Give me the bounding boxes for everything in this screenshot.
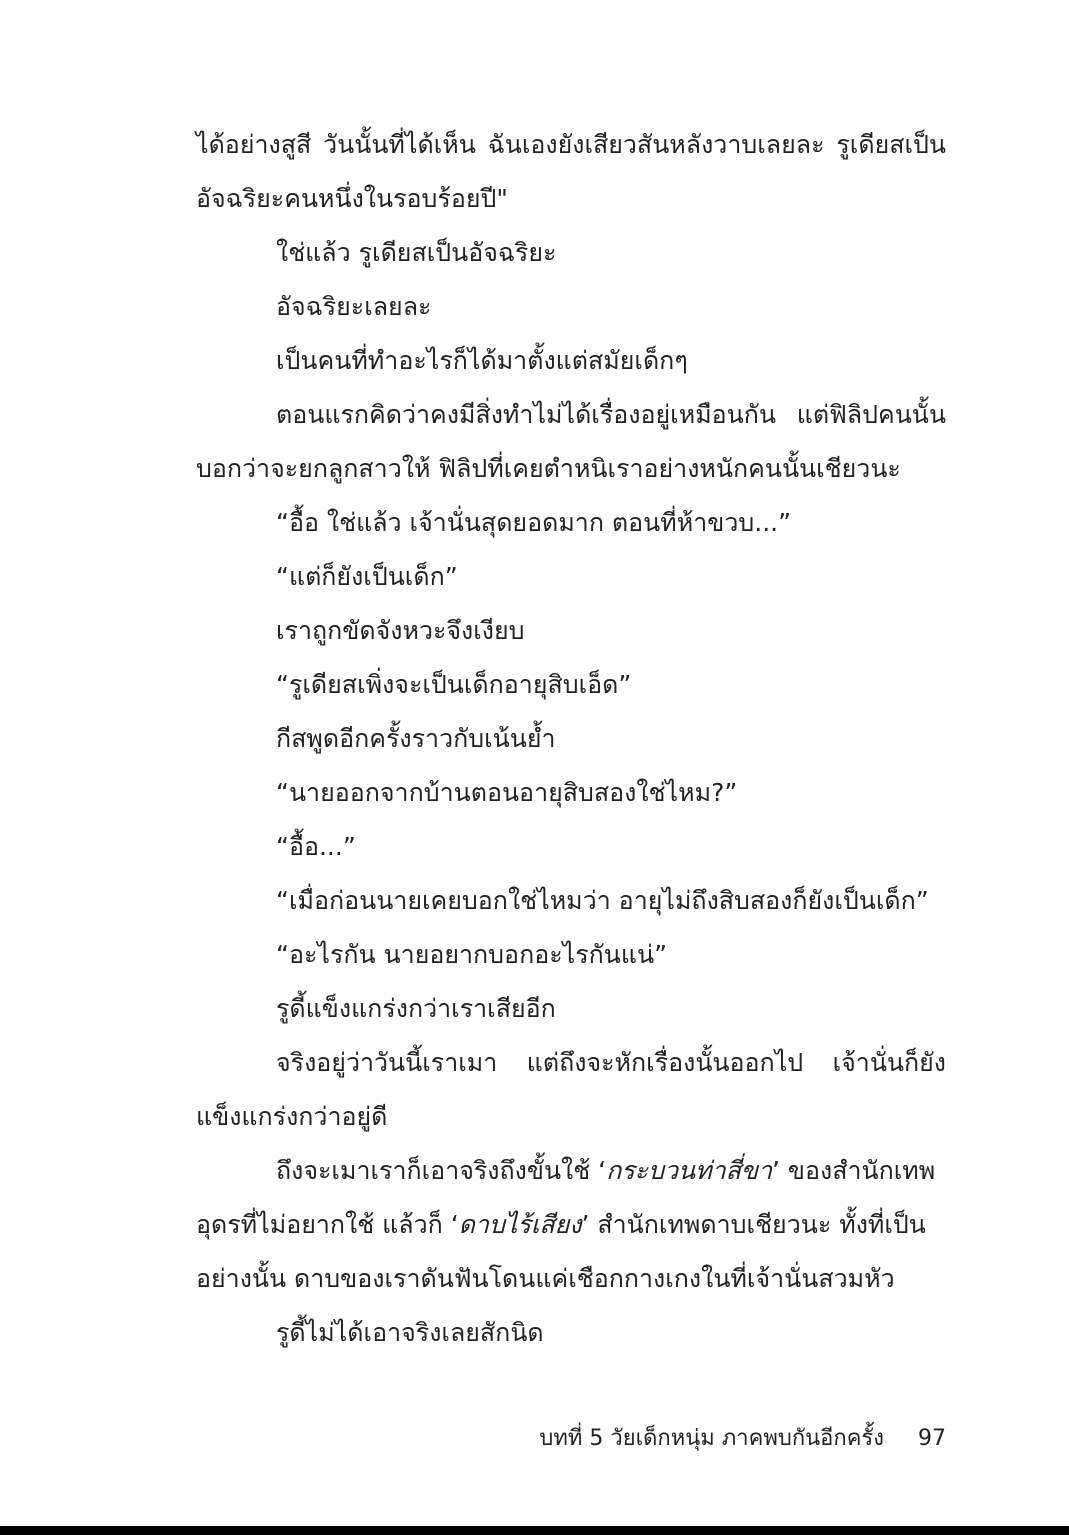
text-line bbox=[196, 122, 946, 176]
text-line bbox=[196, 1202, 946, 1256]
italic-term: กระบวนท่าสี่ขา bbox=[606, 1156, 773, 1185]
italic-term: ดาบไร้เสียง bbox=[458, 1210, 582, 1239]
text-line bbox=[196, 662, 946, 716]
body-text bbox=[196, 122, 946, 1364]
text-line bbox=[196, 176, 946, 230]
running-head: บทที่ 5 วัยเด็กหนุ่ม ภาคพบกันอีกครั้ง bbox=[539, 1426, 884, 1451]
text-line bbox=[196, 932, 946, 986]
text-line bbox=[196, 1040, 946, 1094]
text-line bbox=[196, 986, 946, 1040]
line-text: แข็งแกร่งกว่าอยู่ดี bbox=[196, 1102, 388, 1131]
text-line bbox=[196, 500, 946, 554]
line-segment: อุดรที่ไม่อยากใช้ แล้วก็ ‘ bbox=[196, 1210, 459, 1239]
line-text bbox=[276, 1156, 935, 1185]
bottom-edge-bar bbox=[0, 1526, 1069, 1535]
line-text: บอกว่าจะยกลูกสาวให้ ฟิลิปที่เคยตำหนิเราอย่างหนักคนนั้นเชียวนะ bbox=[196, 454, 901, 483]
line-text: “แต่ก็ยังเป็นเด็ก” bbox=[276, 562, 458, 591]
text-line bbox=[196, 338, 946, 392]
page-footer bbox=[539, 1420, 946, 1455]
text-line bbox=[196, 1148, 946, 1202]
line-text: จริงอยู่ว่าวันนี้เราเมา แต่ถึงจะหักเรื่องนั้นออกไป เจ้านั่นก็ยัง bbox=[276, 1048, 946, 1077]
text-line bbox=[196, 392, 946, 446]
text-line bbox=[196, 824, 946, 878]
line-text: “อื้อ ใช่แล้ว เจ้านั่นสุดยอดมาก ตอนที่ห้าขวบ...” bbox=[276, 508, 792, 537]
text-line bbox=[196, 1094, 946, 1148]
line-text: อัจฉริยะเลยละ bbox=[276, 292, 432, 321]
line-text: อัจฉริยะคนหนึ่งในรอบร้อยปี" bbox=[196, 184, 508, 213]
line-text: รูดี้แข็งแกร่งกว่าเราเสียอีก bbox=[276, 994, 556, 1023]
line-text: “รูเดียสเพิ่งจะเป็นเด็กอายุสิบเอ็ด” bbox=[276, 670, 632, 699]
text-line bbox=[196, 1256, 946, 1310]
line-text: “นายออกจากบ้านตอนอายุสิบสองใช่ไหม?” bbox=[276, 778, 738, 807]
line-text: เราถูกขัดจังหวะจึงเงียบ bbox=[276, 616, 525, 645]
line-segment: ’ ของสำนักเทพ bbox=[772, 1156, 936, 1185]
line-text: เป็นคนที่ทำอะไรก็ได้มาตั้งแต่สมัยเด็กๆ bbox=[276, 346, 688, 375]
line-segment: ถึงจะเมาเราก็เอาจริงถึงขั้นใช้ ‘ bbox=[276, 1156, 607, 1185]
line-text: รูดี้ไม่ได้เอาจริงเลยสักนิด bbox=[276, 1318, 544, 1347]
text-line bbox=[196, 770, 946, 824]
line-text: ได้อย่างสูสี วันนั้นที่ได้เห็น ฉันเองยังเสียวสันหลังวาบเลยละ รูเดียสเป็น bbox=[196, 130, 946, 159]
line-text: ใช่แล้ว รูเดียสเป็นอัจฉริยะ bbox=[276, 238, 557, 267]
line-text: “อื้อ...” bbox=[276, 832, 356, 861]
line-text: กีสพูดอีกครั้งราวกับเน้นย้ำ bbox=[276, 724, 556, 753]
line-text bbox=[196, 1210, 926, 1239]
line-text: อย่างนั้น ดาบของเราดันฟันโดนแค่เชือกกางเกงในที่เจ้านั่นสวมหัว bbox=[196, 1264, 895, 1293]
text-line bbox=[196, 716, 946, 770]
line-text: “อะไรกัน นายอยากบอกอะไรกันแน่” bbox=[276, 940, 668, 969]
text-line bbox=[196, 446, 946, 500]
text-line bbox=[196, 554, 946, 608]
page-number: 97 bbox=[918, 1426, 946, 1451]
line-segment: ’ สำนักเทพดาบเชียวนะ ทั้งที่เป็น bbox=[581, 1210, 926, 1239]
text-line bbox=[196, 230, 946, 284]
line-text: ตอนแรกคิดว่าคงมีสิ่งทำไม่ได้เรื่องอยู่เหมือนกัน แต่ฟิลิปคนนั้น bbox=[276, 400, 946, 429]
text-line bbox=[196, 608, 946, 662]
line-text: “เมื่อก่อนนายเคยบอกใช่ไหมว่า อายุไม่ถึงสิบสองก็ยังเป็นเด็ก” bbox=[276, 886, 929, 915]
text-line bbox=[196, 284, 946, 338]
text-line bbox=[196, 1310, 946, 1364]
text-line bbox=[196, 878, 946, 932]
